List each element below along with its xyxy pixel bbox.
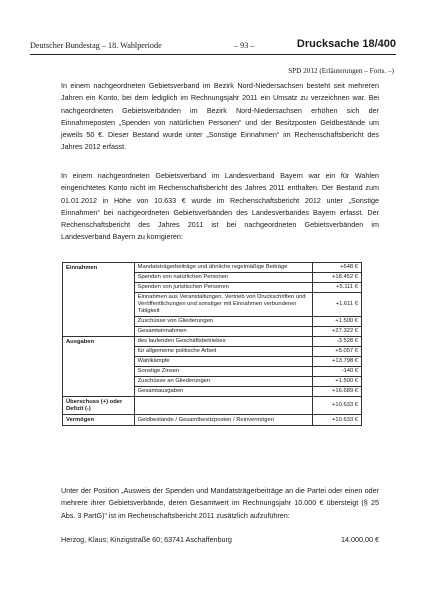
table-row xyxy=(63,415,362,426)
paragraph-nord-niedersachsen: In einem nachgeordneten Gebietsverband im Bezirk Nord-Niedersachsen besteht seit mehreren Jahren ein Konto, bei dem lediglich im Rechnungsjahr 2011 ein Umsatz zu verzeichnen war. Bei nachgeordneten Gebietsverbänden im Bezirk Nord-Niedersachsen erhöhen sich der Einnahmeposten „Spenden von natürlichen Personen“ und der Besitzposten Geldbestände um jeweils 50 €. Dieser Bestand wurde unter „Sonstige Einnahmen“ im Rechenschaftsbericht des Jahres 2012 erfasst. xyxy=(61,81,379,152)
table-amount-cell: +5.111 € xyxy=(313,283,362,293)
table-amount-cell: -3.528 € xyxy=(313,337,362,347)
table-category-cell: Überschuss (+) oder Defizit (-) xyxy=(63,397,135,415)
table-amount-cell: +5.057 € xyxy=(313,347,362,357)
page-header xyxy=(30,40,396,55)
table-row xyxy=(63,397,362,415)
table-description-cell: Sonstige Zinsen xyxy=(134,367,313,377)
table-amount-cell: +1.500 € xyxy=(313,317,362,327)
table-description-cell xyxy=(134,397,313,415)
table-amount-cell: +648 € xyxy=(313,263,362,273)
header-page-number: – 93 – xyxy=(234,41,255,50)
table-description-cell: für allgemeine politische Arbeit xyxy=(134,347,313,357)
correction-table xyxy=(62,262,362,426)
table-amount-cell: +1.500 € xyxy=(313,377,362,387)
table-description-cell: des laufenden Geschäftsbetriebes xyxy=(134,337,313,347)
table-amount-cell: +16.689 € xyxy=(313,387,362,397)
table-description-cell: Wahlkämpfe xyxy=(134,357,313,367)
table-category-cell: Vermögen xyxy=(63,415,135,426)
table-row xyxy=(63,337,362,347)
table-amount-cell: +10.633 € xyxy=(313,415,362,426)
table-category-cell: Ausgaben xyxy=(63,337,135,397)
table-row xyxy=(63,263,362,273)
header-document-number: Drucksache 18/400 xyxy=(296,38,396,50)
table-amount-cell: -140 € xyxy=(313,367,362,377)
table-description-cell: Spenden von juristischen Personen xyxy=(134,283,313,293)
table-description-cell: Zuschüsse an Gliederungen xyxy=(134,377,313,387)
table-description-cell: Spenden von natürlichen Personen xyxy=(134,273,313,283)
table-description-cell: Mandatsträgerbeiträge und ähnliche regelmäßige Beiträge xyxy=(134,263,313,273)
table-amount-cell: +13.798 € xyxy=(313,357,362,367)
table-description-cell: Einnahmen aus Veranstaltungen, Vertrieb von Druckschriften und Veröffentlichungen und sonstiger mit Einnahmen verbundener Tätigkeit xyxy=(134,293,313,317)
paragraph-donation-disclosure: Unter der Position „Ausweis der Spenden und Mandatsträgerbeiträge an die Partei oder einen oder mehrere ihrer Gebietsverbände, deren Gesamtwert im Rechnungsjahr 10.000 € übersteigt (§ 25 Abs. 3 PartG)“ ist im Rechenschaftsbericht 2011 zusätzlich aufzuführen: xyxy=(61,486,379,520)
header-publication: Deutscher Bundestag – 18. Wahlperiode xyxy=(30,41,162,50)
table-amount-cell: +18.452 € xyxy=(313,273,362,283)
donation-amount: 14.000,00 € xyxy=(341,535,379,544)
table-description-cell: Zuschüsse von Gliederungen xyxy=(134,317,313,327)
section-subheader: SPD 2012 (Erläuterungen – Forts. –) xyxy=(288,67,394,75)
table-amount-cell: +10.633 € xyxy=(313,397,362,415)
table-description-cell: Geldbestände / Gesamtbesitzposten / Reinvermögen xyxy=(134,415,313,426)
paragraph-bayern: In einem nachgeordneten Gebietsverband im Landesverband Bayern war ein für Wahlen eingerichtetes Konto nicht im Rechenschaftsbericht des Jahres 2011 enthalten. Der Bestand zum 01.01.2012 in Höhe von 10.633 € wurde im Rechenschaftsbericht 2012 unter „Sonstige Einnahmen“ bei nachgeordneten Gebietsverbänden des Landesverbandes Bayern erfasst. Der Rechenschaftsbericht des Jahres 2011 ist bei nachgeordneten Gebietsverbänden im Landesverband Bayern zu korrigieren: xyxy=(61,171,379,242)
donor-details: Herzog, Klaus; Kinzigstraße 60; 63741 Aschaffenburg xyxy=(61,535,232,544)
table-description-cell: Gesamtausgaben xyxy=(134,387,313,397)
table-amount-cell: +27.322 € xyxy=(313,327,362,337)
table-amount-cell: +1.611 € xyxy=(313,293,362,317)
table-category-cell: Einnahmen xyxy=(63,263,135,337)
table-description-cell: Gesamteinnahmen xyxy=(134,327,313,337)
